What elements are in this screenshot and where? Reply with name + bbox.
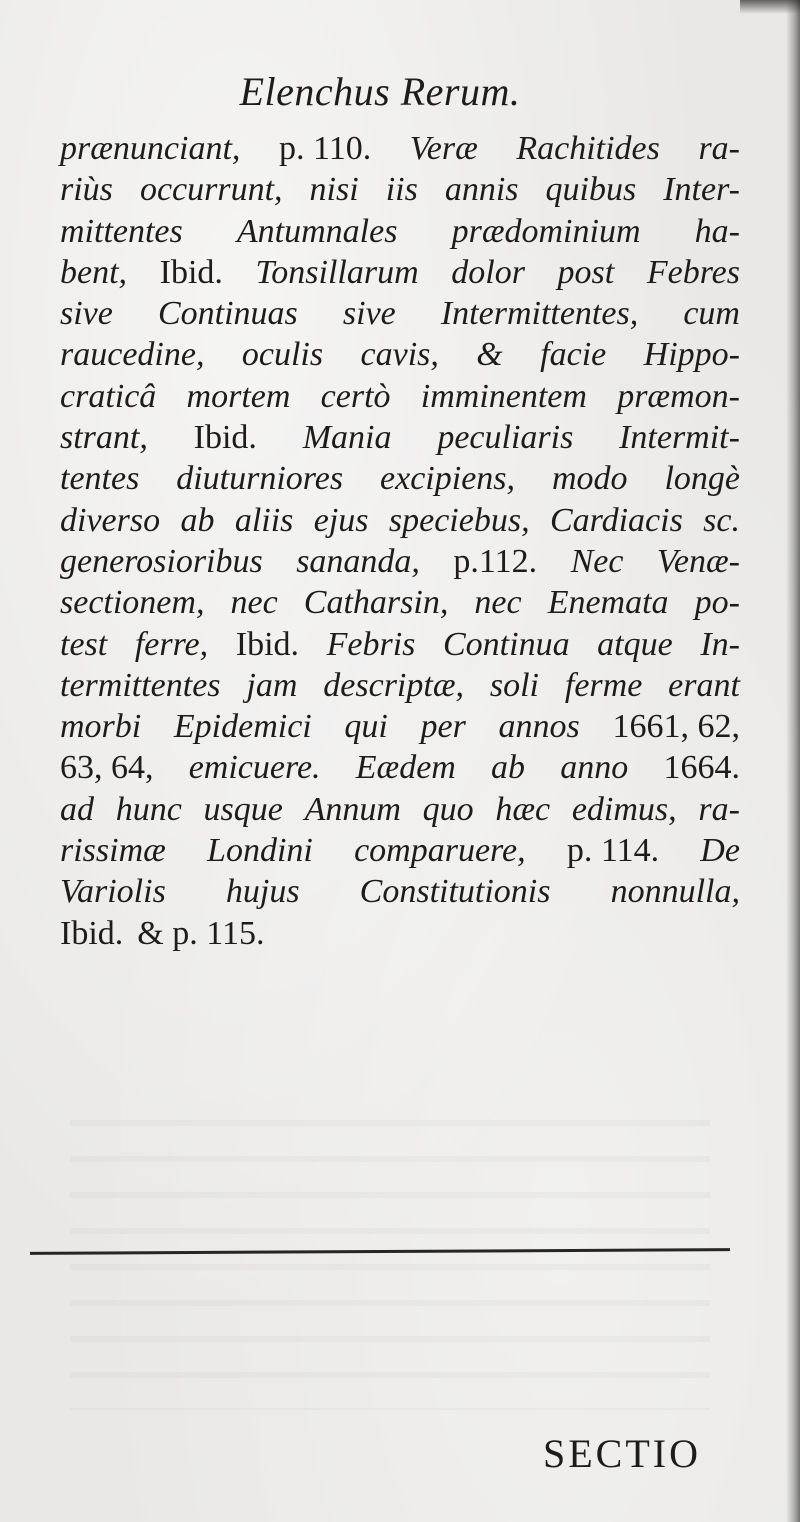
word: test <box>60 625 108 663</box>
word: nec <box>474 584 522 622</box>
word: descriptæ, <box>323 666 464 704</box>
word: craticâ <box>60 377 157 415</box>
text-line <box>60 252 740 293</box>
word: annos <box>498 708 580 746</box>
word: aliis <box>234 501 294 539</box>
text-line <box>60 871 740 912</box>
word: hujus <box>225 873 300 911</box>
text-line <box>60 334 740 375</box>
word: certò <box>320 377 391 415</box>
word: hæc <box>495 790 551 828</box>
page-edge-shadow <box>786 0 800 1522</box>
word: Antumnales <box>236 212 398 250</box>
word: dolor <box>451 253 525 291</box>
word: Nec <box>570 542 624 580</box>
index-entry-text <box>60 128 740 954</box>
word: speciebus, <box>388 501 530 539</box>
word: Continuas <box>157 295 298 333</box>
word: præmon- <box>617 377 740 415</box>
word: p.112. <box>453 542 538 580</box>
word: edimus, <box>571 790 677 828</box>
word: Febris <box>326 625 416 663</box>
word: Constitutionis <box>359 873 551 911</box>
text-line <box>60 376 740 417</box>
text-line <box>60 665 740 706</box>
word: emicuere. <box>188 749 321 787</box>
word: comparuere, <box>354 832 526 870</box>
word: riùs <box>60 171 113 209</box>
text-line <box>60 747 740 788</box>
text-line <box>60 706 740 747</box>
word: qui <box>344 708 388 746</box>
word: strant, <box>60 419 148 457</box>
word: Hippo- <box>643 336 740 374</box>
word: mittentes <box>60 212 183 250</box>
word: 1661, 62, <box>612 708 740 746</box>
word: Enemata <box>547 584 669 622</box>
text-line <box>60 293 740 334</box>
word: Variolis <box>60 873 166 911</box>
word: nec <box>230 584 278 622</box>
word: ra- <box>698 790 740 828</box>
word: Ibid. <box>235 625 300 663</box>
word: po- <box>694 584 740 622</box>
word: sive <box>342 295 396 333</box>
text-line <box>60 500 740 541</box>
word: Rachitides <box>516 130 660 167</box>
word: Ibid. <box>60 914 124 952</box>
word: Febres <box>646 253 740 291</box>
word: termittentes <box>60 666 221 704</box>
word: Eædem <box>355 749 456 787</box>
word: morbi <box>60 708 142 746</box>
word: peculiaris <box>437 419 574 457</box>
word: hunc <box>115 790 182 828</box>
text-line <box>60 789 740 830</box>
text-line <box>60 211 740 252</box>
word: tentes <box>60 460 140 498</box>
word: cum <box>683 295 740 333</box>
word: Veræ <box>409 130 478 167</box>
word: prænunciant, <box>60 130 241 167</box>
horizontal-rule <box>30 1248 730 1255</box>
word: ab <box>180 501 215 539</box>
text-line <box>60 624 740 665</box>
word: rissimæ <box>60 832 166 870</box>
text-line <box>60 913 740 954</box>
word: nonnulla, <box>610 873 740 911</box>
word: Catharsin, <box>303 584 449 622</box>
word: 1664. <box>663 749 740 787</box>
word: atque <box>597 625 673 663</box>
word: diverso <box>60 501 161 539</box>
word: Tonsillarum <box>255 253 419 291</box>
word: Annum <box>304 790 401 828</box>
word: Intermit- <box>619 419 740 457</box>
word: sive <box>60 295 113 333</box>
word: occurrunt, <box>139 171 283 209</box>
word: diuturniores <box>176 460 344 498</box>
catchword: SECTIO <box>543 1431 701 1476</box>
word: usque <box>203 790 283 828</box>
word: longè <box>664 460 740 498</box>
word: facie <box>540 336 607 374</box>
word: cavis, <box>360 336 439 374</box>
word: ejus <box>313 501 369 539</box>
text-line <box>60 458 740 499</box>
word: excipiens, <box>380 460 516 498</box>
text-line <box>60 541 740 582</box>
word: nisi <box>309 171 359 209</box>
text-line <box>60 417 740 458</box>
word: sananda, <box>296 542 420 580</box>
word: post <box>557 253 615 291</box>
word: Londini <box>207 832 313 870</box>
word: jam <box>246 666 298 704</box>
word: anno <box>560 749 629 787</box>
word: Ibid. <box>159 253 223 291</box>
word: generosioribus <box>60 542 263 580</box>
text-line <box>60 830 740 871</box>
word: iis <box>385 171 418 209</box>
word: In- <box>700 625 740 663</box>
word: quibus <box>545 171 637 209</box>
text-line <box>60 128 740 169</box>
word: p. 114. <box>566 832 660 870</box>
word: & p. 115. <box>137 914 265 952</box>
word: De <box>700 832 740 870</box>
word: bent, <box>60 253 128 291</box>
word: oculis <box>241 336 324 374</box>
word: per <box>420 708 466 746</box>
word: Mania <box>302 419 392 457</box>
word: ab <box>491 749 526 787</box>
word: quo <box>422 790 474 828</box>
word: Intermittentes, <box>440 295 639 333</box>
word: Inter- <box>663 171 740 209</box>
word: sc. <box>703 501 740 539</box>
word: ferre, <box>134 625 209 663</box>
word: Cardiacis <box>549 501 683 539</box>
word: Continua <box>443 625 570 663</box>
word: ad <box>60 790 94 828</box>
word: imminentem <box>420 377 587 415</box>
running-head: Elenchus Rerum. <box>239 69 521 114</box>
word: erant <box>668 666 740 704</box>
word: mortem <box>186 377 291 415</box>
text-line <box>60 582 740 623</box>
word: sectionem, <box>60 584 205 622</box>
word: & <box>476 336 503 374</box>
word: Venæ- <box>656 542 740 580</box>
word: ha- <box>694 212 740 250</box>
text-line <box>60 169 740 210</box>
word: prædominium <box>451 212 641 250</box>
word: Epidemici <box>173 708 312 746</box>
word: annis <box>444 171 519 209</box>
word: soli <box>489 666 539 704</box>
word: ra- <box>698 130 740 167</box>
word: p. 110. <box>278 130 372 167</box>
word: raucedine, <box>60 336 205 374</box>
word: ferme <box>564 666 643 704</box>
word: 63, 64, <box>60 749 154 787</box>
word: modo <box>551 460 628 498</box>
word: Ibid. <box>193 419 257 457</box>
